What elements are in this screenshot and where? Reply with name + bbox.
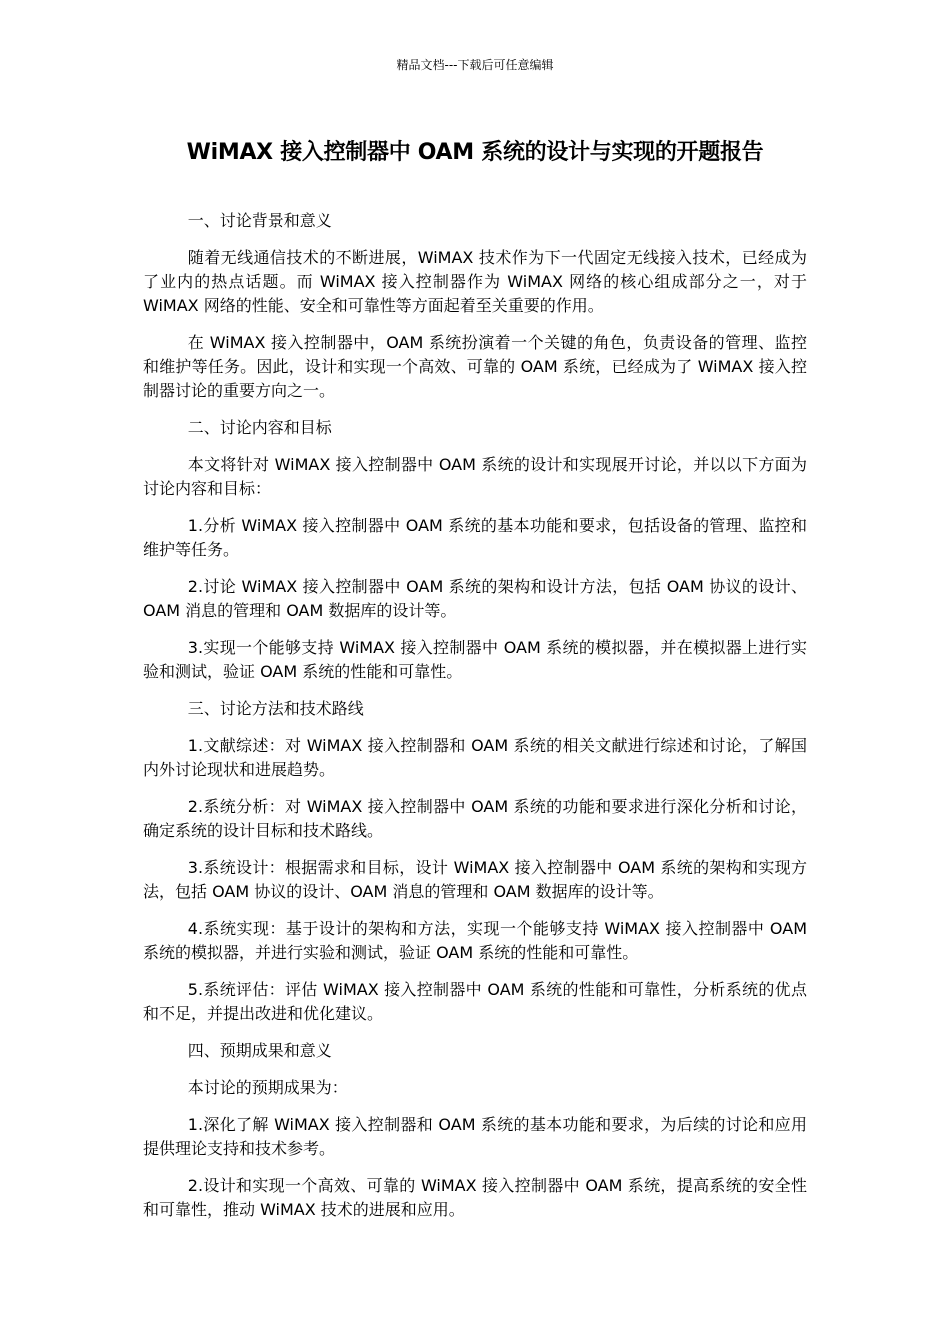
paragraph: 随着无线通信技术的不断进展，WiMAX 技术作为下一代固定无线接入技术，已经成为了业内的热点话题。而 WiMAX 接入控制器作为 WiMAX 网络的核心组成部分之一，对于 WiMAX 网络的性能、安全和可靠性等方面起着至关重要的作用。: [143, 248, 807, 315]
list-item: 2.系统分析：对 WiMAX 接入控制器中 OAM 系统的功能和要求进行深化分析和讨论，确定系统的设计目标和技术路线。: [143, 797, 807, 840]
paragraph: 本讨论的预期成果为：: [187, 1078, 348, 1097]
list-item: 1.分析 WiMAX 接入控制器中 OAM 系统的基本功能和要求，包括设备的管理、监控和维护等任务。: [143, 516, 807, 559]
list-item: 1.文献综述：对 WiMAX 接入控制器和 OAM 系统的相关文献进行综述和讨论，了解国内外讨论现状和进展趋势。: [143, 736, 807, 779]
paragraph: 在 WiMAX 接入控制器中，OAM 系统扮演着一个关键的角色，负责设备的管理、监控和维护等任务。因此，设计和实现一个高效、可靠的 OAM 系统，已经成为了 WiMAX 接入控制器讨论的重要方向之一。: [143, 333, 807, 400]
list-item: 4.系统实现：基于设计的架构和方法，实现一个能够支持 WiMAX 接入控制器中 OAM 系统的模拟器，并进行实验和测试，验证 OAM 系统的性能和可靠性。: [143, 919, 807, 962]
section-heading-methods: 三、讨论方法和技术路线: [187, 699, 364, 718]
document-title: WiMAX 接入控制器中 OAM 系统的设计与实现的开题报告: [186, 140, 764, 165]
list-item: 5.系统评估：评估 WiMAX 接入控制器中 OAM 系统的性能和可靠性，分析系统的优点和不足，并提出改进和优化建议。: [143, 980, 807, 1023]
list-item: 1.深化了解 WiMAX 接入控制器和 OAM 系统的基本功能和要求，为后续的讨论和应用提供理论支持和技术参考。: [143, 1115, 807, 1158]
section-heading-content-goals: 二、讨论内容和目标: [187, 418, 332, 437]
document-body: [143, 209, 807, 1235]
section-heading-background: 一、讨论背景和意义: [187, 211, 332, 230]
list-item: 2.设计和实现一个高效、可靠的 WiMAX 接入控制器中 OAM 系统，提高系统的安全性和可靠性，推动 WiMAX 技术的进展和应用。: [143, 1176, 807, 1219]
paragraph: 本文将针对 WiMAX 接入控制器中 OAM 系统的设计和实现展开讨论，并以以下方面为讨论内容和目标：: [143, 455, 807, 498]
list-item: 3.系统设计：根据需求和目标，设计 WiMAX 接入控制器中 OAM 系统的架构和实现方法，包括 OAM 协议的设计、OAM 消息的管理和 OAM 数据库的设计等。: [143, 858, 807, 901]
page-header: 精品文档---下载后可任意编辑: [396, 58, 554, 72]
list-item: 2.讨论 WiMAX 接入控制器中 OAM 系统的架构和设计方法，包括 OAM 协议的设计、OAM 消息的管理和 OAM 数据库的设计等。: [143, 577, 807, 620]
section-heading-outcomes: 四、预期成果和意义: [187, 1041, 332, 1060]
list-item: 3.实现一个能够支持 WiMAX 接入控制器中 OAM 系统的模拟器，并在模拟器上进行实验和测试，验证 OAM 系统的性能和可靠性。: [143, 638, 807, 681]
